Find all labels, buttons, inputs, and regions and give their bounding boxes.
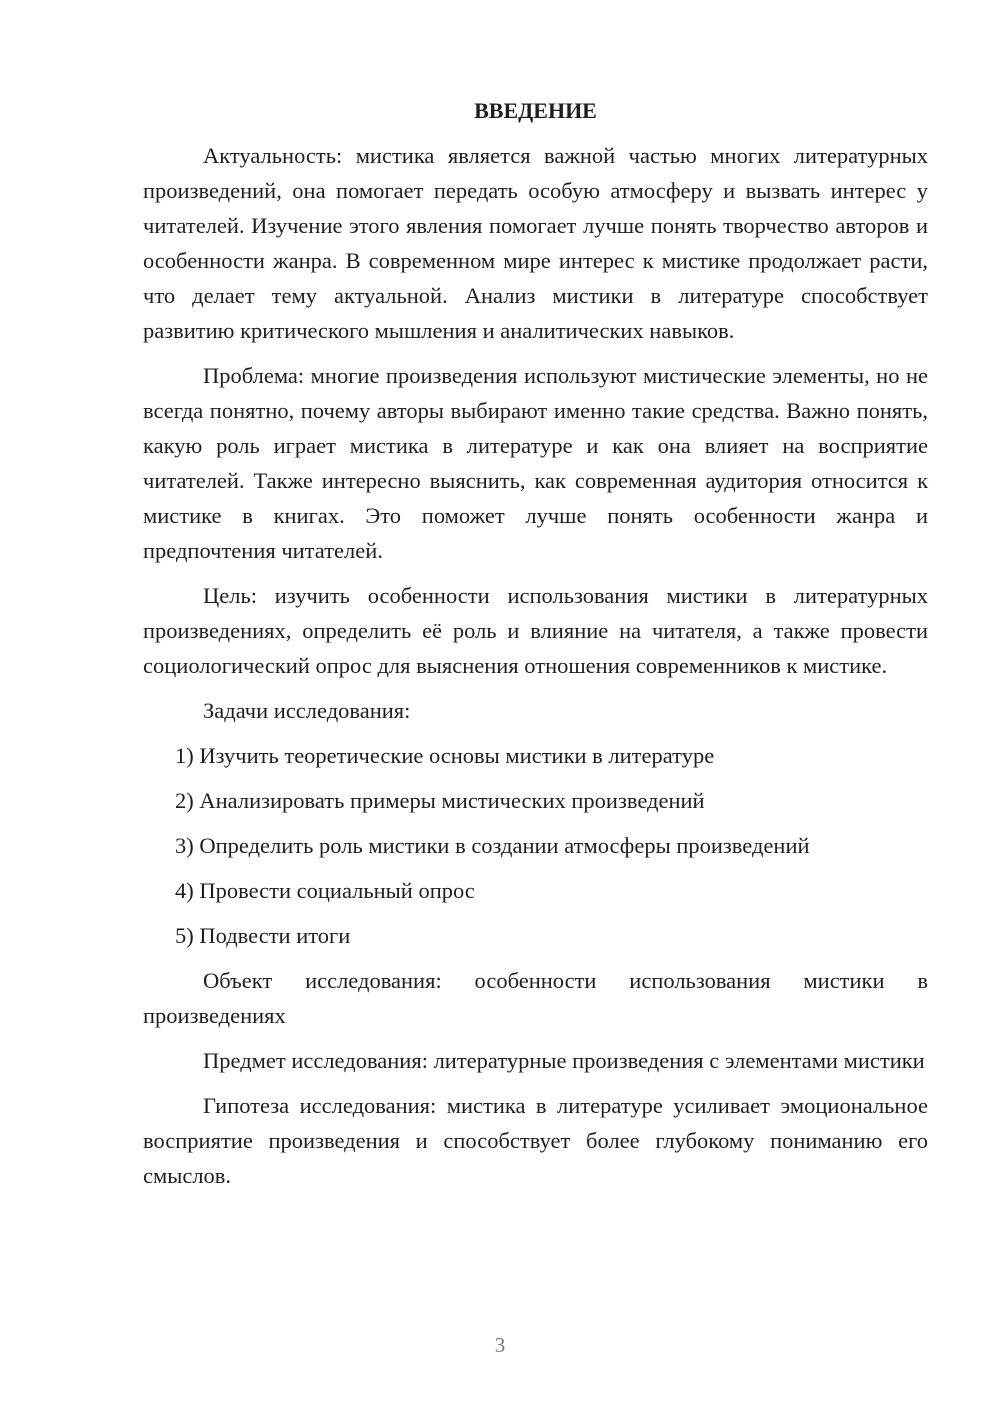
page-number: 3	[494, 1333, 506, 1357]
paragraph-goal: Цель: изучить особенности использования мистики в литературных произведениях, определить её роль и влияние на читателя, а также провести социологический опрос для выяснения отношения современников к мистике.	[143, 583, 928, 678]
list-item: 5) Подвести итоги	[175, 923, 351, 948]
tasks-heading: Задачи исследования:	[203, 698, 411, 723]
paragraph-relevance: Актуальность: мистика является важной частью многих литературных произведений, она помогает передать особую атмосферу и вызвать интерес у читателей. Изучение этого явления помогает лучше понять творчество авторов и особенности жанра. В современном мире интерес к мистике продолжает расти, что делает тему актуальной. Анализ мистики в литературе способствует развитию критического мышления и аналитических навыков.	[143, 143, 928, 343]
paragraph-subject: Предмет исследования: литературные произведения с элементами мистики	[203, 1048, 925, 1073]
tasks-list	[143, 738, 928, 953]
list-item: 2) Анализировать примеры мистических произведений	[175, 788, 705, 813]
page-title: ВВЕДЕНИЕ	[474, 98, 597, 123]
list-item: 4) Провести социальный опрос	[175, 878, 475, 903]
paragraph-hypothesis: Гипотеза исследования: мистика в литературе усиливает эмоциональное восприятие произведения и способствует более глубокому пониманию его смыслов.	[143, 1093, 928, 1188]
paragraph-problem: Проблема: многие произведения используют мистические элементы, но не всегда понятно, почему авторы выбирают именно такие средства. Важно понять, какую роль играет мистика в литературе и как она влияет на восприятие читателей. Также интересно выяснить, как современная аудитория относится к мистике в книгах. Это поможет лучше понять особенности жанра и предпочтения читателей.	[143, 363, 928, 563]
document-page	[143, 96, 928, 1203]
list-item: 3) Определить роль мистики в создании атмосферы произведений	[175, 833, 810, 858]
paragraph-object: Объект исследования: особенности использования мистики в произведениях	[143, 968, 928, 1028]
list-item: 1) Изучить теоретические основы мистики в литературе	[175, 743, 715, 768]
